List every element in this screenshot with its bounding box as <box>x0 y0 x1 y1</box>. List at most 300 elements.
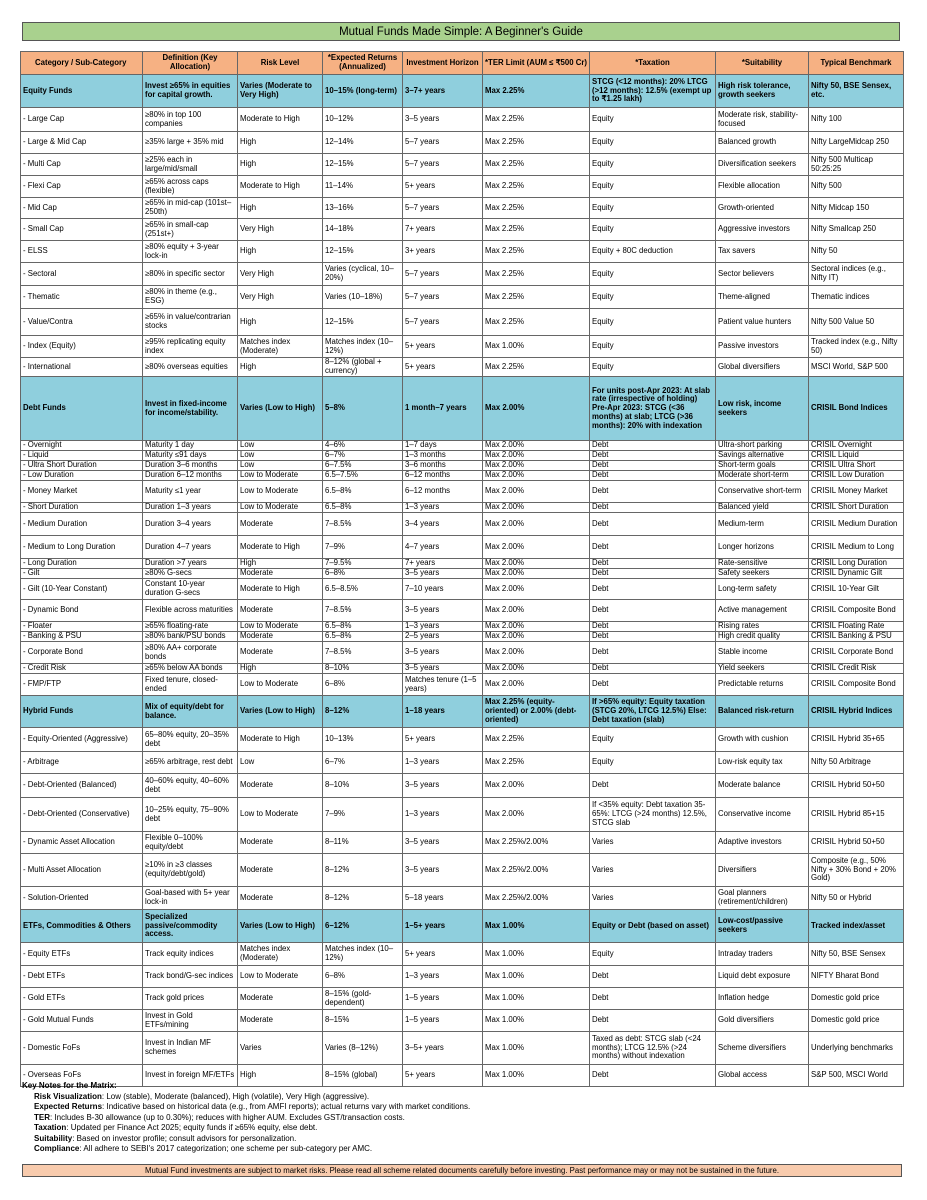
cell-taxation: Equity <box>590 219 716 241</box>
cell-benchmark: MSCI World, S&P 500 <box>809 358 904 377</box>
cell-risk: Matches index (Moderate) <box>238 943 323 966</box>
cell-category: - Multi Asset Allocation <box>21 854 143 887</box>
cell-taxation: Debt <box>590 966 716 988</box>
table-row <box>21 559 904 569</box>
cell-definition: Goal-based with 5+ year lock-in <box>143 887 238 910</box>
cell-benchmark: Nifty 50 Arbitrage <box>809 752 904 774</box>
table-row <box>21 441 904 451</box>
category-group-row <box>21 377 904 441</box>
table-row <box>21 451 904 461</box>
cell-risk: Moderate <box>238 513 323 536</box>
cell-ter: Max 2.25% <box>483 198 590 219</box>
cell-suitability: Flexible allocation <box>716 176 809 198</box>
cell-horizon: 3–5 years <box>403 642 483 664</box>
cell-benchmark: Tracked index/asset <box>809 910 904 943</box>
cell-taxation: Debt <box>590 559 716 569</box>
cell-risk: Low <box>238 461 323 471</box>
cell-category: Debt Funds <box>21 377 143 441</box>
table-row <box>21 536 904 559</box>
cell-risk: Moderate <box>238 854 323 887</box>
cell-suitability: Low-cost/passive seekers <box>716 910 809 943</box>
table-row <box>21 798 904 832</box>
cell-horizon: 1–7 days <box>403 441 483 451</box>
cell-suitability: Balanced risk-return <box>716 696 809 728</box>
cell-suitability: Global access <box>716 1065 809 1087</box>
cell-category: - Multi Cap <box>21 154 143 176</box>
cell-risk: Very High <box>238 263 323 286</box>
cell-benchmark: CRISIL Overnight <box>809 441 904 451</box>
cell-taxation: For units post-Apr 2023: At slab rate (irrespective of holding) Pre-Apr 2023: STCG (<36 months) at slab; LTCG (>36 months): 20% with indexation <box>590 377 716 441</box>
cell-benchmark: Composite (e.g., 50% Nifty + 30% Bond + 20% Gold) <box>809 854 904 887</box>
cell-risk: Low <box>238 752 323 774</box>
cell-benchmark: CRISIL Medium Duration <box>809 513 904 536</box>
cell-benchmark: Nifty 500 Multicap 50:25:25 <box>809 154 904 176</box>
table-row <box>21 600 904 622</box>
cell-suitability: Growth with cushion <box>716 728 809 752</box>
table-row <box>21 286 904 309</box>
cell-ter: Max 2.00% <box>483 642 590 664</box>
cell-returns: 7–9.5% <box>323 559 403 569</box>
cell-category: - Overseas FoFs <box>21 1065 143 1087</box>
cell-returns: 8–12% <box>323 696 403 728</box>
cell-suitability: Liquid debt exposure <box>716 966 809 988</box>
cell-ter: Max 2.00% <box>483 536 590 559</box>
cell-ter: Max 2.25% <box>483 219 590 241</box>
table-row <box>21 1032 904 1065</box>
cell-ter: Max 2.25% <box>483 309 590 336</box>
cell-returns: 8–15% <box>323 1010 403 1032</box>
cell-definition: Track equity indices <box>143 943 238 966</box>
cell-returns: 12–15% <box>323 154 403 176</box>
table-header-row <box>21 52 904 75</box>
cell-category: - Dynamic Asset Allocation <box>21 832 143 854</box>
cell-definition: ≥80% equity + 3-year lock-in <box>143 241 238 263</box>
table-row <box>21 108 904 132</box>
cell-definition: ≥35% large + 35% mid <box>143 132 238 154</box>
cell-ter: Max 2.00% <box>483 471 590 481</box>
cell-taxation: Debt <box>590 569 716 579</box>
cell-ter: Max 2.25% <box>483 241 590 263</box>
table-row <box>21 471 904 481</box>
cell-suitability: Goal planners (retirement/children) <box>716 887 809 910</box>
cell-horizon: 5+ years <box>403 358 483 377</box>
cell-benchmark: Thematic indices <box>809 286 904 309</box>
table-row <box>21 569 904 579</box>
table-row <box>21 988 904 1010</box>
cell-definition: ≥65% across caps (flexible) <box>143 176 238 198</box>
table-row <box>21 943 904 966</box>
cell-suitability: Medium-term <box>716 513 809 536</box>
cell-suitability: Sector believers <box>716 263 809 286</box>
cell-returns: 7–8.5% <box>323 600 403 622</box>
cell-definition: ≥65% in mid-cap (101st–250th) <box>143 198 238 219</box>
cell-suitability: Rate-sensitive <box>716 559 809 569</box>
cell-returns: 8–12% <box>323 854 403 887</box>
table-row <box>21 752 904 774</box>
note-line: Compliance: All adhere to SEBI's 2017 categorization; one scheme per sub-category per AMC. <box>34 1144 373 1153</box>
note-line: Taxation: Updated per Finance Act 2025; equity funds if ≥65% equity, else debt. <box>34 1123 318 1132</box>
cell-risk: Moderate <box>238 988 323 1010</box>
cell-category: - Long Duration <box>21 559 143 569</box>
notes-heading: Key Notes for the Matrix: <box>22 1081 117 1090</box>
cell-definition: Invest in foreign MF/ETFs <box>143 1065 238 1087</box>
note-line: Expected Returns: Indicative based on historical data (e.g., from AMFI reports); actual returns vary with market conditions. <box>34 1102 471 1111</box>
cell-taxation: Taxed as debt: STCG slab (<24 months); LTCG 12.5% (>24 months) without indexation <box>590 1032 716 1065</box>
cell-ter: Max 2.25% <box>483 286 590 309</box>
cell-returns: 6.5–8.5% <box>323 579 403 600</box>
cell-taxation: STCG (<12 months): 20% LTCG (>12 months): 12.5% (exempt up to ₹1.25 lakh) <box>590 75 716 108</box>
cell-taxation: Debt <box>590 579 716 600</box>
cell-category: - Arbitrage <box>21 752 143 774</box>
cell-horizon: 6–12 months <box>403 481 483 503</box>
cell-risk: Low to Moderate <box>238 471 323 481</box>
col-header-category: Category / Sub-Category <box>21 52 143 75</box>
cell-risk: Low to Moderate <box>238 622 323 632</box>
cell-benchmark: CRISIL Medium to Long <box>809 536 904 559</box>
cell-benchmark: Nifty 50, BSE Sensex <box>809 943 904 966</box>
cell-ter: Max 2.25%/2.00% <box>483 854 590 887</box>
cell-horizon: 3–5 years <box>403 600 483 622</box>
table-row <box>21 309 904 336</box>
cell-category: - Medium Duration <box>21 513 143 536</box>
cell-risk: High <box>238 154 323 176</box>
col-header-returns: *Expected Returns (Annualized) <box>323 52 403 75</box>
cell-definition: Specialized passive/commodity access. <box>143 910 238 943</box>
cell-suitability: Long-term safety <box>716 579 809 600</box>
col-header-benchmark: Typical Benchmark <box>809 52 904 75</box>
cell-definition: ≥80% in theme (e.g., ESG) <box>143 286 238 309</box>
cell-benchmark: CRISIL Hybrid 50+50 <box>809 774 904 798</box>
cell-horizon: 3–5 years <box>403 664 483 674</box>
cell-definition: ≥80% in specific sector <box>143 263 238 286</box>
cell-returns: 13–16% <box>323 198 403 219</box>
cell-horizon: 1–3 years <box>403 966 483 988</box>
cell-risk: Moderate <box>238 774 323 798</box>
cell-benchmark: Tracked index (e.g., Nifty 50) <box>809 336 904 358</box>
cell-category: - FMP/FTP <box>21 674 143 696</box>
cell-returns: 6.5–8% <box>323 503 403 513</box>
table-row <box>21 632 904 642</box>
cell-taxation: If >65% equity: Equity taxation (STCG 20%, LTCG 12.5%) Else: Debt taxation (slab) <box>590 696 716 728</box>
cell-benchmark: Underlying benchmarks <box>809 1032 904 1065</box>
cell-definition: ≥95% replicating equity index <box>143 336 238 358</box>
cell-benchmark: CRISIL Low Duration <box>809 471 904 481</box>
cell-benchmark: CRISIL Hybrid 50+50 <box>809 832 904 854</box>
risk-disclaimer: Mutual Fund investments are subject to market risks. Please read all scheme related documents carefully before investing. Past performance may or may not be sustained in the future. <box>22 1164 902 1177</box>
cell-category: - Gilt <box>21 569 143 579</box>
cell-risk: Varies (Low to High) <box>238 696 323 728</box>
cell-risk: Moderate <box>238 832 323 854</box>
cell-definition: ≥65% in small-cap (251st+) <box>143 219 238 241</box>
cell-suitability: Low-risk equity tax <box>716 752 809 774</box>
cell-benchmark: CRISIL Short Duration <box>809 503 904 513</box>
table-row <box>21 336 904 358</box>
cell-suitability: Moderate short-term <box>716 471 809 481</box>
category-group-row <box>21 696 904 728</box>
cell-definition: Duration 4–7 years <box>143 536 238 559</box>
cell-category: - Sectoral <box>21 263 143 286</box>
cell-benchmark: Nifty 500 Value 50 <box>809 309 904 336</box>
cell-suitability: Short-term goals <box>716 461 809 471</box>
cell-taxation: Debt <box>590 1010 716 1032</box>
cell-returns: 8–12% <box>323 887 403 910</box>
table-row <box>21 358 904 377</box>
cell-risk: High <box>238 132 323 154</box>
cell-horizon: 5+ years <box>403 1065 483 1087</box>
cell-suitability: Balanced yield <box>716 503 809 513</box>
cell-suitability: Safety seekers <box>716 569 809 579</box>
note-line: Suitability: Based on investor profile; consult advisors for personalization. <box>34 1133 297 1143</box>
cell-risk: Moderate <box>238 632 323 642</box>
cell-benchmark: Nifty 50 <box>809 241 904 263</box>
cell-returns: 11–14% <box>323 176 403 198</box>
cell-risk: High <box>238 664 323 674</box>
cell-definition: ≥65% in value/contrarian stocks <box>143 309 238 336</box>
cell-suitability: Adaptive investors <box>716 832 809 854</box>
cell-risk: Moderate to High <box>238 728 323 752</box>
cell-returns: 8–11% <box>323 832 403 854</box>
cell-risk: Low to Moderate <box>238 674 323 696</box>
cell-benchmark: Domestic gold price <box>809 988 904 1010</box>
cell-category: - Large Cap <box>21 108 143 132</box>
cell-benchmark: CRISIL Liquid <box>809 451 904 461</box>
cell-suitability: Low risk, income seekers <box>716 377 809 441</box>
cell-definition: ≥10% in ≥3 classes (equity/debt/gold) <box>143 854 238 887</box>
cell-horizon: Matches tenure (1–5 years) <box>403 674 483 696</box>
cell-benchmark: CRISIL 10-Year Gilt <box>809 579 904 600</box>
cell-horizon: 5–18 years <box>403 887 483 910</box>
cell-ter: Max 2.00% <box>483 461 590 471</box>
table-row <box>21 481 904 503</box>
cell-ter: Max 1.00% <box>483 1032 590 1065</box>
cell-suitability: Moderate risk, stability-focused <box>716 108 809 132</box>
cell-ter: Max 2.25%/2.00% <box>483 832 590 854</box>
cell-returns: 6.5–8% <box>323 481 403 503</box>
cell-horizon: 3+ years <box>403 241 483 263</box>
cell-horizon: 3–5+ years <box>403 1032 483 1065</box>
cell-suitability: Diversifiers <box>716 854 809 887</box>
cell-definition: 10–25% equity, 75–90% debt <box>143 798 238 832</box>
cell-horizon: 1–5 years <box>403 988 483 1010</box>
cell-returns: 10–12% <box>323 108 403 132</box>
cell-definition: Maturity ≤1 year <box>143 481 238 503</box>
cell-ter: Max 1.00% <box>483 943 590 966</box>
cell-benchmark: Nifty Midcap 150 <box>809 198 904 219</box>
cell-suitability: High risk tolerance, growth seekers <box>716 75 809 108</box>
table-row <box>21 622 904 632</box>
cell-definition: ≥80% in top 100 companies <box>143 108 238 132</box>
cell-horizon: 3–5 years <box>403 832 483 854</box>
cell-category: - Equity ETFs <box>21 943 143 966</box>
cell-horizon: 1–5 years <box>403 1010 483 1032</box>
cell-category: - Gold ETFs <box>21 988 143 1010</box>
cell-definition: ≥65% arbitrage, rest debt <box>143 752 238 774</box>
cell-ter: Max 1.00% <box>483 910 590 943</box>
cell-ter: Max 2.00% <box>483 798 590 832</box>
cell-horizon: 7–10 years <box>403 579 483 600</box>
cell-returns: 6–8% <box>323 674 403 696</box>
cell-returns: 6–12% <box>323 910 403 943</box>
cell-ter: Max 2.00% <box>483 579 590 600</box>
cell-returns: 6.5–7.5% <box>323 471 403 481</box>
cell-suitability: Global diversifiers <box>716 358 809 377</box>
cell-horizon: 1–5+ years <box>403 910 483 943</box>
cell-horizon: 3–4 years <box>403 513 483 536</box>
cell-category: - Corporate Bond <box>21 642 143 664</box>
cell-definition: Invest in fixed-income for income/stability. <box>143 377 238 441</box>
cell-horizon: 6–12 months <box>403 471 483 481</box>
cell-definition: Mix of equity/debt for balance. <box>143 696 238 728</box>
cell-definition: Duration 1–3 years <box>143 503 238 513</box>
cell-taxation: Equity <box>590 108 716 132</box>
cell-suitability: Stable income <box>716 642 809 664</box>
cell-ter: Max 2.00% <box>483 774 590 798</box>
cell-risk: Varies (Low to High) <box>238 910 323 943</box>
cell-definition: ≥65% below AA bonds <box>143 664 238 674</box>
cell-definition: ≥80% overseas equities <box>143 358 238 377</box>
cell-suitability: Moderate balance <box>716 774 809 798</box>
cell-ter: Max 2.25% <box>483 263 590 286</box>
cell-ter: Max 2.00% <box>483 503 590 513</box>
cell-category: - Banking & PSU <box>21 632 143 642</box>
cell-taxation: Debt <box>590 503 716 513</box>
cell-definition: Invest in Indian MF schemes <box>143 1032 238 1065</box>
cell-ter: Max 2.00% <box>483 674 590 696</box>
cell-returns: 6–8% <box>323 569 403 579</box>
cell-ter: Max 2.25% <box>483 176 590 198</box>
cell-horizon: 3–7+ years <box>403 75 483 108</box>
cell-category: - Value/Contra <box>21 309 143 336</box>
table-row <box>21 263 904 286</box>
cell-returns: Matches index (10–12%) <box>323 336 403 358</box>
cell-risk: Varies (Low to High) <box>238 377 323 441</box>
cell-returns: 10–15% (long-term) <box>323 75 403 108</box>
cell-category: - Liquid <box>21 451 143 461</box>
cell-category: - Medium to Long Duration <box>21 536 143 559</box>
cell-horizon: 7+ years <box>403 219 483 241</box>
cell-horizon: 3–5 years <box>403 854 483 887</box>
cell-category: - Debt-Oriented (Balanced) <box>21 774 143 798</box>
cell-taxation: Debt <box>590 481 716 503</box>
cell-benchmark: CRISIL Dynamic Gilt <box>809 569 904 579</box>
cell-horizon: 1 month–7 years <box>403 377 483 441</box>
cell-risk: Moderate <box>238 1010 323 1032</box>
cell-returns: 6–7.5% <box>323 461 403 471</box>
cell-suitability: Savings alternative <box>716 451 809 461</box>
cell-risk: Varies (Moderate to Very High) <box>238 75 323 108</box>
cell-returns: 10–13% <box>323 728 403 752</box>
cell-returns: 7–8.5% <box>323 642 403 664</box>
cell-suitability: Diversification seekers <box>716 154 809 176</box>
cell-returns: 8–15% (global) <box>323 1065 403 1087</box>
cell-returns: 12–14% <box>323 132 403 154</box>
cell-ter: Max 1.00% <box>483 966 590 988</box>
cell-horizon: 2–5 years <box>403 632 483 642</box>
cell-benchmark: Nifty 100 <box>809 108 904 132</box>
cell-taxation: Varies <box>590 832 716 854</box>
cell-horizon: 5–7 years <box>403 198 483 219</box>
cell-benchmark: Sectoral indices (e.g., Nifty IT) <box>809 263 904 286</box>
cell-ter: Max 2.25% <box>483 132 590 154</box>
table-row <box>21 887 904 910</box>
cell-horizon: 3–6 months <box>403 461 483 471</box>
cell-risk: Low to Moderate <box>238 966 323 988</box>
cell-category: - Solution-Oriented <box>21 887 143 910</box>
cell-suitability: Balanced growth <box>716 132 809 154</box>
cell-ter: Max 2.00% <box>483 622 590 632</box>
cell-taxation: Equity <box>590 176 716 198</box>
cell-definition: 40–60% equity, 40–60% debt <box>143 774 238 798</box>
cell-suitability: Active management <box>716 600 809 622</box>
cell-returns: 8–15% (gold-dependent) <box>323 988 403 1010</box>
cell-category: - Low Duration <box>21 471 143 481</box>
cell-benchmark: CRISIL Composite Bond <box>809 674 904 696</box>
cell-definition: ≥80% G-secs <box>143 569 238 579</box>
cell-risk: Moderate <box>238 569 323 579</box>
cell-category: - Small Cap <box>21 219 143 241</box>
cell-category: Hybrid Funds <box>21 696 143 728</box>
cell-benchmark: Nifty 50, BSE Sensex, etc. <box>809 75 904 108</box>
cell-returns: Matches index (10–12%) <box>323 943 403 966</box>
cell-benchmark: CRISIL Hybrid Indices <box>809 696 904 728</box>
cell-horizon: 5+ years <box>403 943 483 966</box>
cell-taxation: Debt <box>590 600 716 622</box>
cell-definition: Duration 3–6 months <box>143 461 238 471</box>
cell-taxation: Equity <box>590 286 716 309</box>
cell-definition: ≥65% floating-rate <box>143 622 238 632</box>
cell-ter: Max 2.00% <box>483 569 590 579</box>
cell-definition: 65–80% equity, 20–35% debt <box>143 728 238 752</box>
category-group-row <box>21 910 904 943</box>
cell-risk: Low <box>238 441 323 451</box>
cell-definition: Track gold prices <box>143 988 238 1010</box>
cell-taxation: Equity <box>590 154 716 176</box>
cell-returns: 7–9% <box>323 798 403 832</box>
cell-benchmark: CRISIL Money Market <box>809 481 904 503</box>
cell-taxation: Debt <box>590 664 716 674</box>
cell-horizon: 3–5 years <box>403 569 483 579</box>
cell-ter: Max 2.25% <box>483 154 590 176</box>
cell-benchmark: CRISIL Banking & PSU <box>809 632 904 642</box>
cell-risk: High <box>238 198 323 219</box>
cell-risk: Moderate <box>238 600 323 622</box>
cell-taxation: Equity or Debt (based on asset) <box>590 910 716 943</box>
cell-suitability: Scheme diversifiers <box>716 1032 809 1065</box>
cell-returns: 6.5–8% <box>323 622 403 632</box>
cell-suitability: Rising rates <box>716 622 809 632</box>
col-header-definition: Definition (Key Allocation) <box>143 52 238 75</box>
table-row <box>21 219 904 241</box>
cell-benchmark: Nifty 500 <box>809 176 904 198</box>
cell-risk: Low to Moderate <box>238 798 323 832</box>
cell-taxation: Debt <box>590 451 716 461</box>
cell-definition: Duration 3–4 years <box>143 513 238 536</box>
col-header-taxation: *Taxation <box>590 52 716 75</box>
cell-risk: High <box>238 309 323 336</box>
cell-suitability: Aggressive investors <box>716 219 809 241</box>
cell-taxation: Varies <box>590 887 716 910</box>
cell-benchmark: Domestic gold price <box>809 1010 904 1032</box>
cell-benchmark: Nifty LargeMidcap 250 <box>809 132 904 154</box>
cell-suitability: Intraday traders <box>716 943 809 966</box>
cell-suitability: Tax savers <box>716 241 809 263</box>
cell-benchmark: NIFTY Bharat Bond <box>809 966 904 988</box>
cell-taxation: Equity <box>590 752 716 774</box>
col-header-suitability: *Suitability <box>716 52 809 75</box>
fund-matrix-table <box>20 51 904 1087</box>
cell-risk: Moderate <box>238 642 323 664</box>
cell-risk: Very High <box>238 219 323 241</box>
